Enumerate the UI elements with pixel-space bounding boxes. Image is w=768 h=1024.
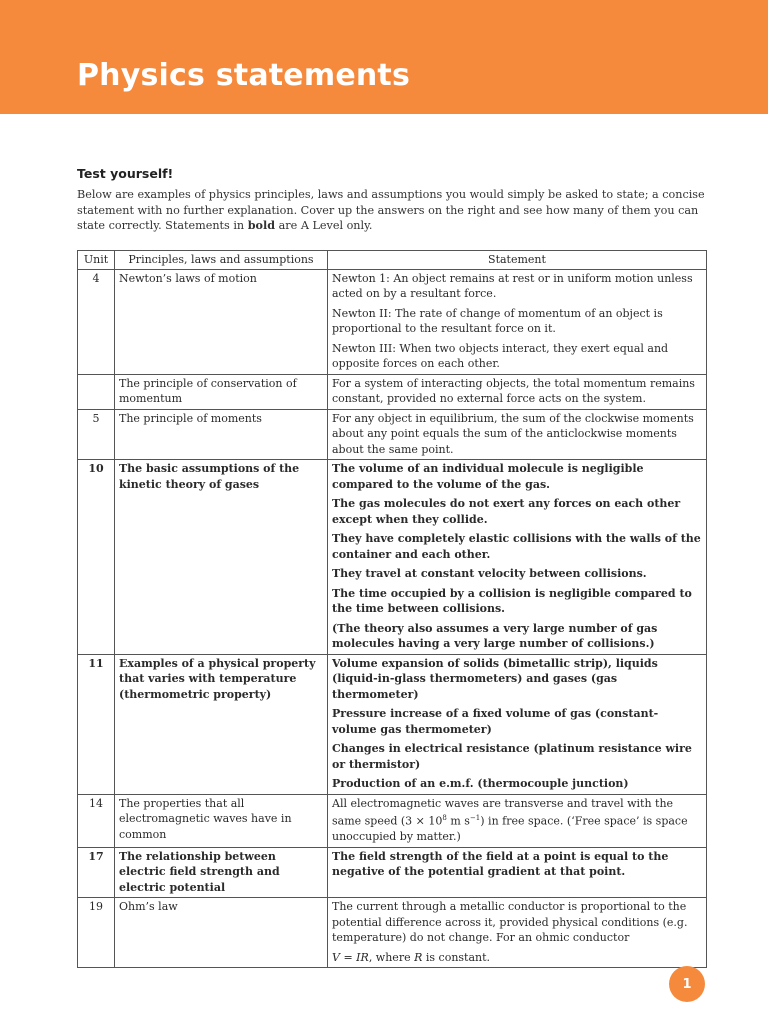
table-row <box>78 654 707 794</box>
formula-part: is constant. <box>422 950 491 964</box>
statement-cell <box>328 898 707 968</box>
unit-cell: 10 <box>78 460 115 655</box>
principle-cell: Examples of a physical property that varies with temperature (thermometric property) <box>115 654 328 794</box>
principle-cell: The properties that all electromagnetic waves have in common <box>115 794 328 847</box>
statements-table <box>77 250 707 968</box>
statement-text: Newton II: The rate of change of momentum of an object is proportional to the resultant force on it. <box>332 306 663 335</box>
formula-var: R <box>414 950 423 964</box>
ohms-law-formula <box>332 950 702 966</box>
statement-text: The field strength of the field at a point is equal to the negative of the potential gradient at that point. <box>332 849 669 879</box>
formula-part: , where <box>368 950 415 964</box>
section-heading: Test yourself! <box>77 166 174 181</box>
table-row <box>78 847 707 898</box>
intro-bold-word: bold <box>247 218 276 232</box>
principle-cell: The relationship between electric field strength and electric potential <box>115 847 328 898</box>
statement-text: Newton III: When two objects interact, they exert equal and opposite forces on each other. <box>332 341 669 370</box>
principle-cell: The principle of moments <box>115 409 328 460</box>
page-number-badge: 1 <box>669 966 705 1002</box>
unit-cell: 4 <box>78 269 115 374</box>
statement-cell <box>328 794 707 847</box>
statement-cell <box>328 269 707 374</box>
formula-var: V <box>332 950 340 964</box>
statement-text <box>332 796 702 845</box>
header-unit: Unit <box>78 251 115 270</box>
statement-text: Newton 1: An object remains at rest or in uniform motion unless acted on by a resultant force. <box>332 271 693 300</box>
intro-paragraph <box>77 187 717 234</box>
page-title: Physics statements <box>77 58 411 93</box>
header-banner <box>0 0 768 114</box>
statement-part: ) in free space. (‘Free space’ is space unoccupied by matter.) <box>332 814 688 844</box>
statement-text: The gas molecules do not exert any forces on each other except when they collide. <box>332 497 681 526</box>
statement-cell <box>328 374 707 409</box>
formula-part: = <box>339 950 357 964</box>
unit-cell: 14 <box>78 794 115 847</box>
statement-text: For any object in equilibrium, the sum of the clockwise moments about any point equals the sum of the anticlockwise moments about the same point. <box>332 411 694 456</box>
statement-text: The time occupied by a collision is negligible compared to the time between collisions. <box>332 586 692 615</box>
unit-cell: 17 <box>78 847 115 898</box>
statement-text: The volume of an individual molecule is negligible compared to the volume of the gas. <box>332 462 644 491</box>
statement-text: Volume expansion of solids (bimetallic strip), liquids (liquid-in-glass thermometers) and gases (gas thermometer) <box>332 656 658 701</box>
principle-cell: The basic assumptions of the kinetic theory of gases <box>115 460 328 655</box>
statement-text: (The theory also assumes a very large number of gas molecules having a very large number of collisions.) <box>332 621 658 650</box>
header-statement: Statement <box>328 251 707 270</box>
table-row <box>78 409 707 460</box>
statement-text: Changes in electrical resistance (platinum resistance wire or thermistor) <box>332 742 692 771</box>
statement-text: They have completely elastic collisions with the walls of the container and each other. <box>332 532 701 561</box>
exponent: 8 <box>442 814 447 822</box>
unit-cell: 19 <box>78 898 115 968</box>
table-row <box>78 374 707 409</box>
principle-cell: Ohm’s law <box>115 898 328 968</box>
statement-part: All electromagnetic waves are transverse and travel with the same speed (3 × 10 <box>332 796 674 828</box>
intro-text-2: are A Level only. <box>275 219 373 232</box>
statement-text: Pressure increase of a fixed volume of gas (constant-volume gas thermometer) <box>332 707 659 736</box>
unit-cell: 11 <box>78 654 115 794</box>
statement-text: The current through a metallic conductor is proportional to the potential difference across it, provided physical conditions (e.g. temperature) do not change. For an ohmic conductor <box>332 900 688 945</box>
intro-text-1: Below are examples of physics principles, laws and assumptions you would simply be asked to state; a concise statement with no further explanation. Cover up the answers on the right and see how many of them you can state correctly. Statements in <box>77 188 705 232</box>
statement-cell <box>328 409 707 460</box>
table-row <box>78 898 707 968</box>
table-row <box>78 460 707 655</box>
statement-cell <box>328 460 707 655</box>
table-row <box>78 269 707 374</box>
unit-cell: 5 <box>78 409 115 460</box>
principle-cell: The principle of conservation of momentum <box>115 374 328 409</box>
statement-cell <box>328 654 707 794</box>
principle-cell: Newton’s laws of motion <box>115 269 328 374</box>
formula-var: IR <box>356 950 369 964</box>
exponent: −1 <box>469 814 481 822</box>
unit-cell <box>78 374 115 409</box>
table-header-row <box>78 251 707 270</box>
table-row <box>78 794 707 847</box>
statement-part: m s <box>446 814 470 828</box>
statement-text: They travel at constant velocity between collisions. <box>332 567 647 580</box>
header-principle: Principles, laws and assumptions <box>115 251 328 270</box>
statement-text: Production of an e.m.f. (thermocouple junction) <box>332 777 629 790</box>
statement-text: For a system of interacting objects, the total momentum remains constant, provided no external force acts on the system. <box>332 376 695 405</box>
statement-cell <box>328 847 707 898</box>
